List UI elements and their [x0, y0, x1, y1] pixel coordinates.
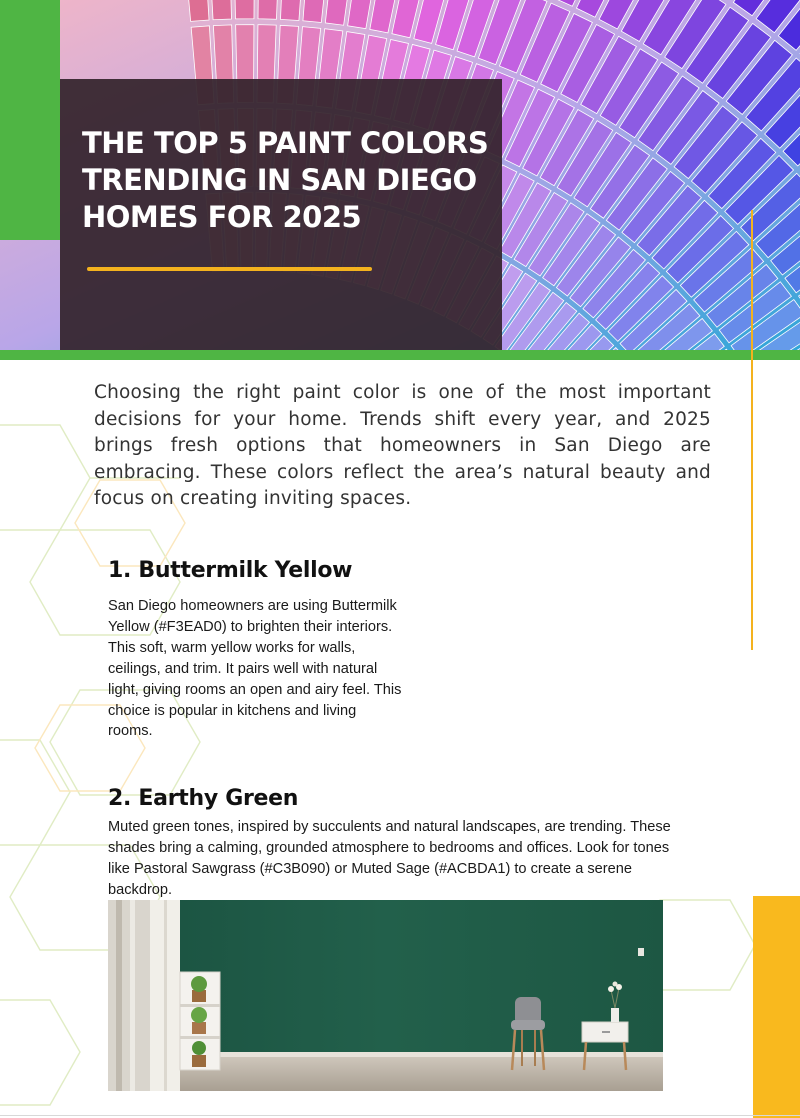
title-box [60, 79, 502, 350]
right-accent-block [753, 896, 800, 1118]
title-line-1: THE TOP 5 PAINT COLORS [82, 126, 489, 160]
title-line-3: HOMES FOR 2025 [82, 200, 362, 234]
vertical-accent-line [751, 210, 753, 650]
left-accent-bar [0, 0, 60, 240]
section-heading-buttermilk-yellow: 1. Buttermilk Yellow [108, 558, 353, 583]
intro-paragraph: Choosing the right paint color is one of the most important decisions for your home. Trends shift every year, and 2025 brings fresh options that homeowners in San Diego are embracing. These colors reflect the area’s natural beauty and focus on creating inviting spaces. [94, 382, 711, 509]
hero-banner [0, 0, 800, 350]
green-wall-room-image [108, 900, 663, 1091]
section-heading-earthy-green: 2. Earthy Green [108, 786, 299, 811]
swatch-chip [258, 0, 279, 19]
page-title [82, 125, 492, 236]
section-body-buttermilk-yellow: San Diego homeowners are using Buttermilk Yellow (#F3EAD0) to brighten their interiors. This soft, warm yellow works for walls, ceilings, and trim. It pairs well with natural light, giving rooms an open and airy feel. This choice is popular in kitchens and living rooms. [108, 598, 402, 740]
title-underline [87, 267, 372, 271]
title-line-2: TRENDING IN SAN DIEGO [82, 163, 477, 197]
swatch-chip [234, 0, 255, 19]
section-body-earthy-green: Muted green tones, inspired by succulents and natural landscapes, are trending. These shades bring a calming, grounded atmosphere to bedrooms and offices. Look for tones like Pastoral Sawgrass (#C3B090) or Muted Sage (#ACBDA1) to create a serene backdrop. [108, 819, 671, 898]
green-divider-band [0, 350, 800, 360]
page-bottom-rule [0, 1115, 800, 1116]
